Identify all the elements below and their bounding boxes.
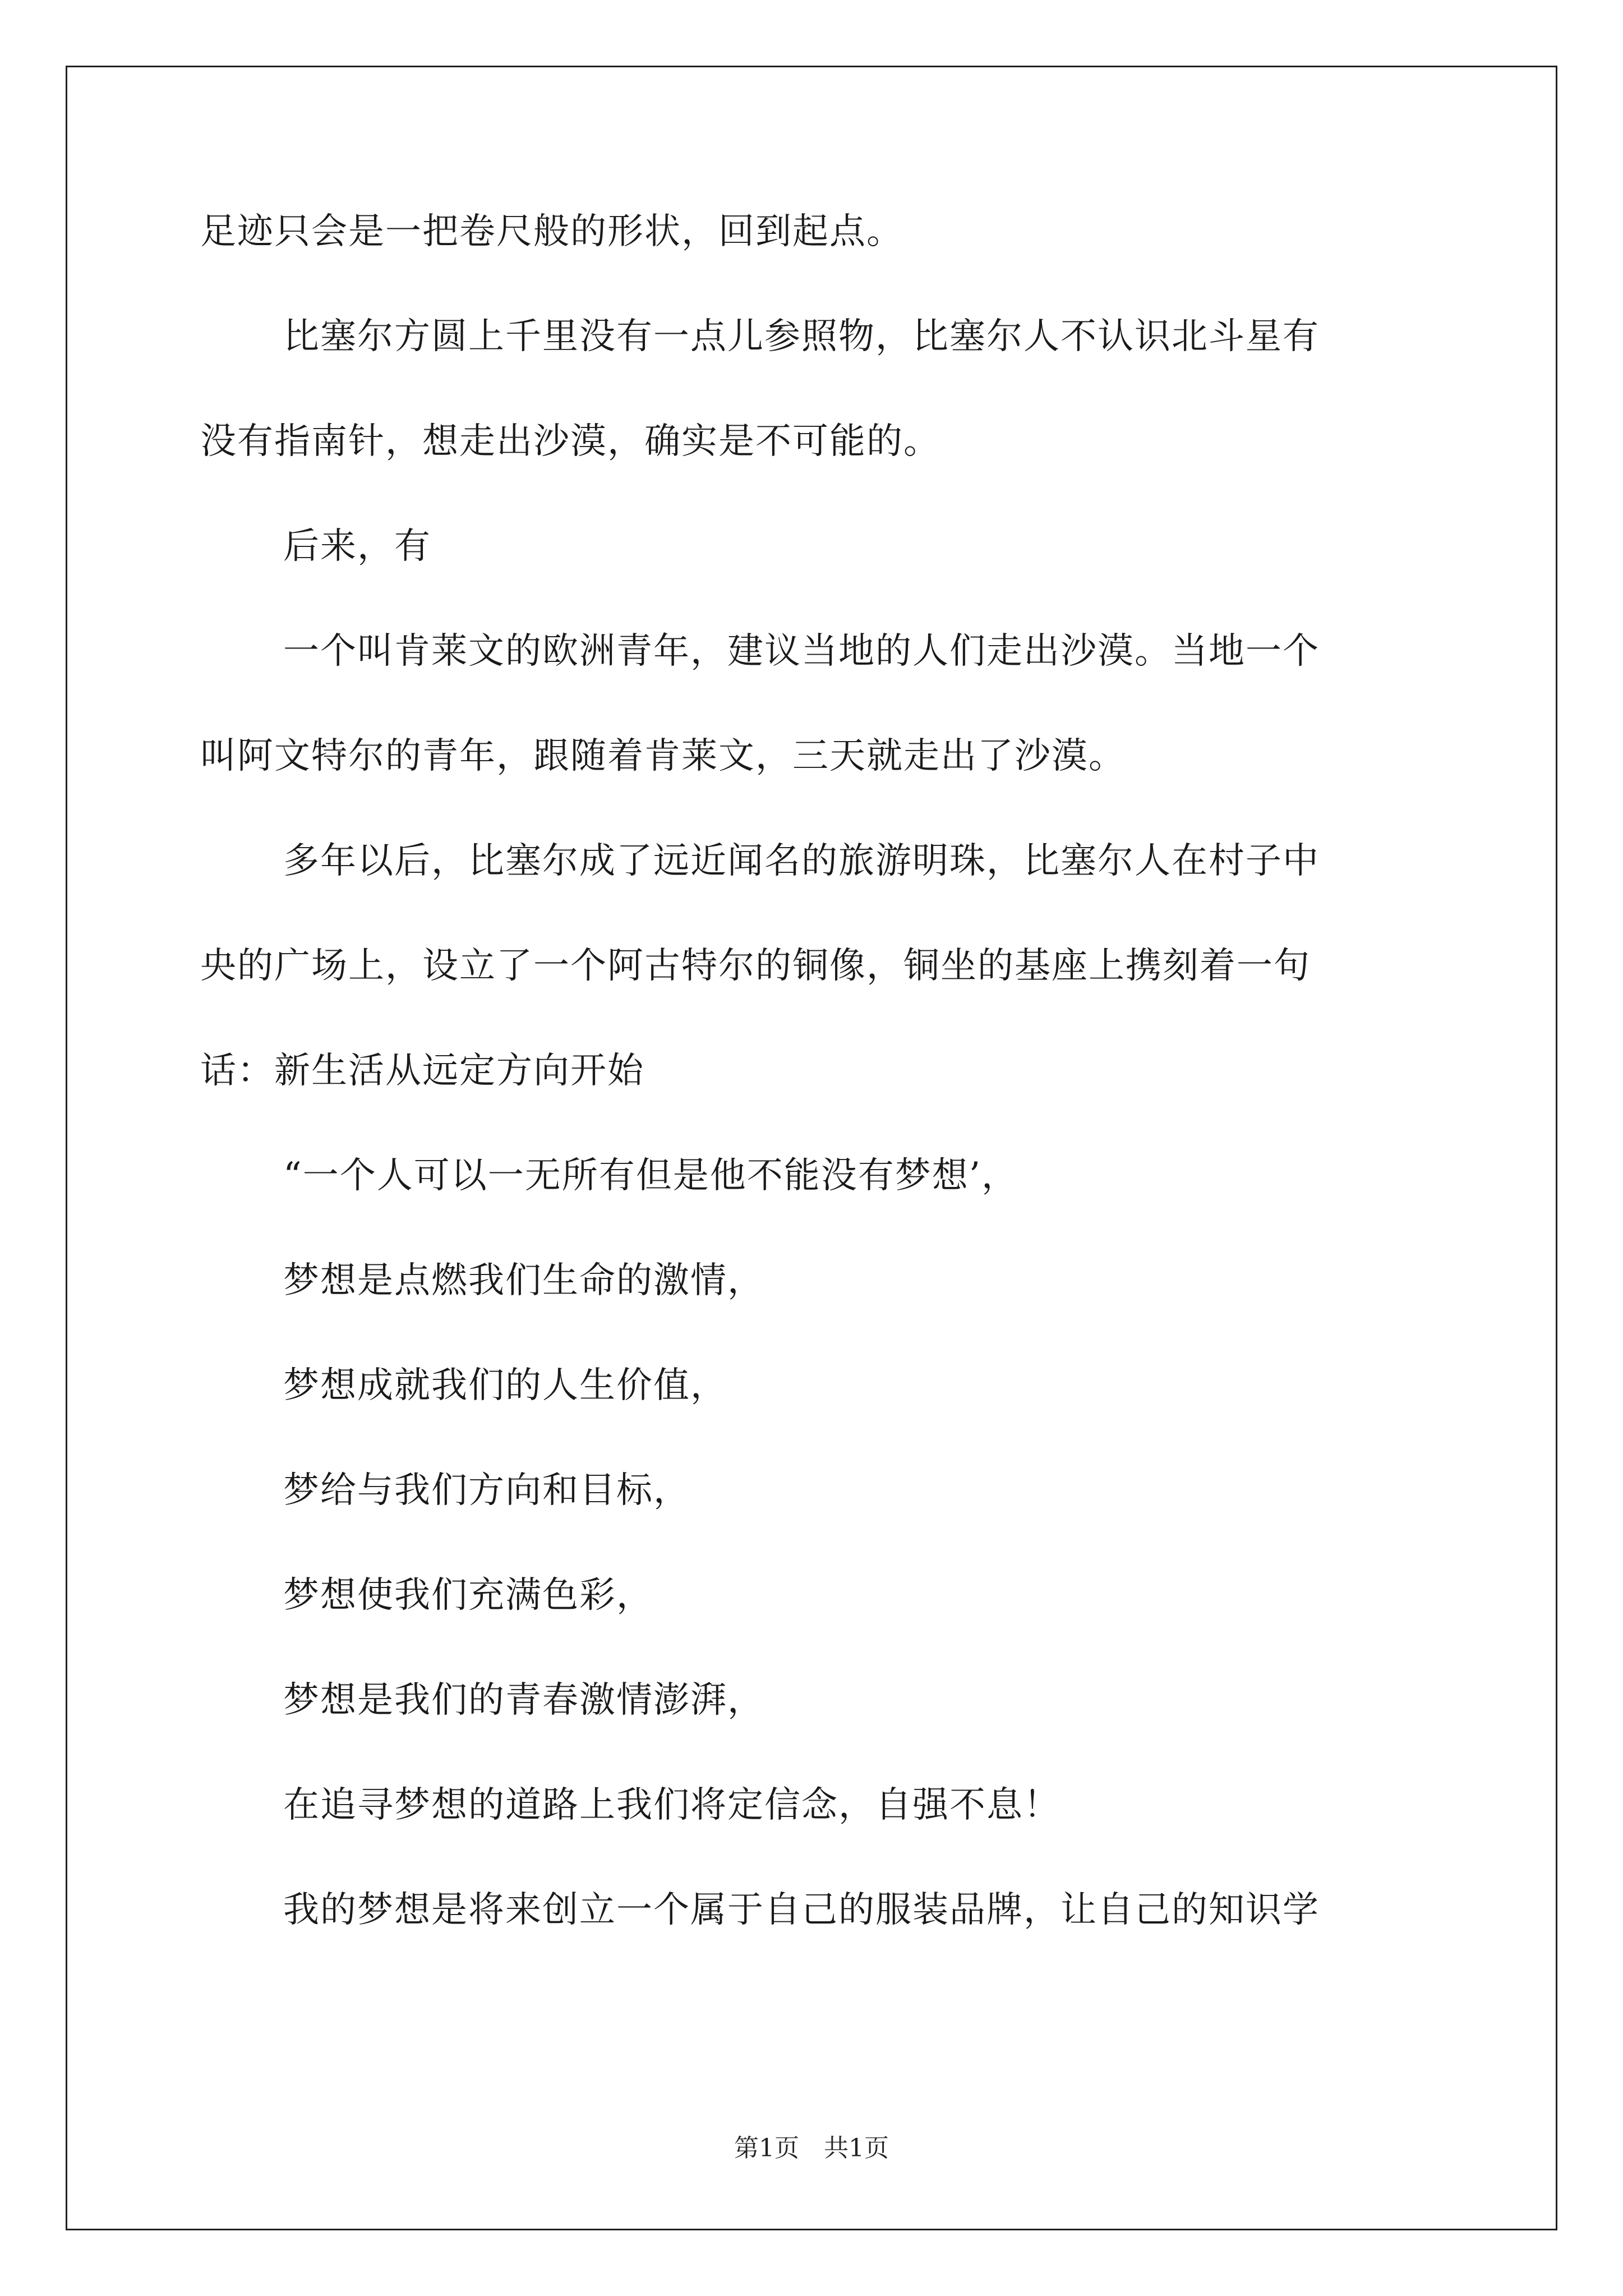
- page-number-footer: 第1页 共1页: [734, 2134, 889, 2162]
- text-line: 梦想成就我们的人生价值，: [283, 1365, 727, 1406]
- text-line: 多年以后，比塞尔成了远近闻名的旅游明珠，比塞尔人在村子中: [283, 840, 1320, 882]
- text-line: 梦想使我们充满色彩，: [283, 1575, 653, 1616]
- text-line: 话：新生活从远定方向开始: [200, 1050, 644, 1092]
- text-line: 梦想是我们的青春激情澎湃，: [283, 1680, 764, 1721]
- text-line: 一个叫肯莱文的欧洲青年，建议当地的人们走出沙漠。当地一个: [283, 631, 1320, 672]
- text-line: 比塞尔方圆上千里没有一点儿参照物，比塞尔人不认识北斗星有: [283, 316, 1320, 357]
- text-line: 后来，有: [283, 526, 431, 567]
- text-line: 梦想是点燃我们生命的激情，: [283, 1260, 764, 1301]
- text-line: 没有指南针，想走出沙漠，确实是不可能的。: [200, 421, 940, 462]
- text-line: “一个人可以一无所有但是他不能没有梦想’，: [283, 1155, 1019, 1197]
- text-line: 我的梦想是将来创立一个属于自己的服装品牌，让自己的知识学: [283, 1889, 1320, 1931]
- text-line: 在追寻梦想的道路上我们将定信念，自强不息！: [283, 1784, 1061, 1826]
- text-line: 梦给与我们方向和目标，: [283, 1470, 690, 1511]
- text-line: 央的广场上，设立了一个阿古特尔的铜像，铜坐的基座上携刻着一句: [200, 945, 1311, 987]
- text-line: 叫阿文特尔的青年，跟随着肯莱文，三天就走出了沙漠。: [200, 735, 1126, 777]
- text-line: 足迹只会是一把卷尺般的形状，回到起点。: [200, 211, 903, 252]
